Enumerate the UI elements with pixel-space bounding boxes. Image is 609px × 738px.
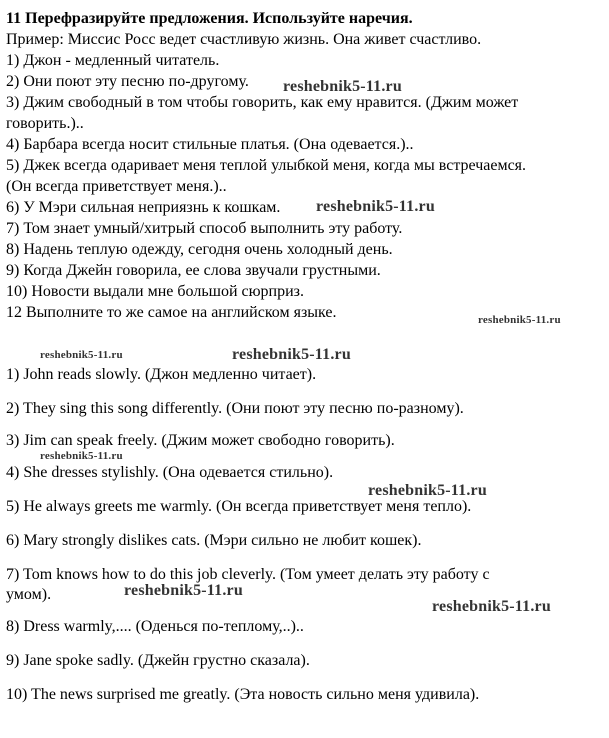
exercise-11-item: 4) Барбара всегда носит стильные платья. (Она одевается.)..	[6, 136, 414, 153]
exercise-11-item: 2) Они поют эту песню по-другому.	[6, 73, 249, 90]
watermark: reshebnik5-11.ru	[283, 78, 402, 95]
exercise-11-item: 10) Новости выдали мне большой сюрприз.	[6, 283, 304, 300]
exercise-12-answer: 2) They sing this song differently. (Они поют эту песню по-разному).	[6, 400, 464, 417]
exercise-12-answer: 10) The news surprised me greatly. (Эта новость сильно меня удивила).	[6, 686, 480, 703]
exercise-11-item: 7) Том знает умный/хитрый способ выполнить эту работу.	[6, 220, 403, 237]
watermark: reshebnik5-11.ru	[478, 314, 561, 326]
watermark: reshebnik5-11.ru	[316, 198, 435, 215]
exercise-12-answer: 9) Jane spoke sadly. (Джейн грустно сказала).	[6, 652, 310, 669]
exercise-12-answer: 6) Mary strongly dislikes cats. (Мэри сильно не любит кошек).	[6, 532, 422, 549]
exercise-12-answer: 8) Dress warmly,.... (Оденься по-теплому,..)..	[6, 618, 304, 635]
exercise-11-item: 5) Джек всегда одаривает меня теплой улыбкой меня, когда мы встречаемся.	[6, 157, 527, 174]
exercise-11-item: 9) Когда Джейн говорила, ее слова звучали грустными.	[6, 262, 381, 279]
watermark: reshebnik5-11.ru	[432, 598, 551, 615]
watermark: reshebnik5-11.ru	[124, 582, 243, 599]
exercise-11-item: 1) Джон - медленный читатель.	[6, 52, 220, 69]
exercise-12-answer: 7) Tom knows how to do this job cleverly. (Том умеет делать эту работу с	[6, 566, 490, 583]
watermark: reshebnik5-11.ru	[40, 349, 123, 361]
exercise-12-answer: 1) John reads slowly. (Джон медленно читает).	[6, 366, 317, 383]
exercise-11-item: 6) У Мэри сильная неприязнь к кошкам.	[6, 199, 281, 216]
watermark: reshebnik5-11.ru	[368, 482, 487, 499]
exercise-12-answer: 4) She dresses stylishly. (Она одевается стильно).	[6, 464, 334, 481]
exercise-11-item: (Он всегда приветствует меня.)..	[6, 178, 227, 195]
exercise-11-title: 11 Перефразируйте предложения. Используйте наречия.	[6, 10, 413, 27]
watermark: reshebnik5-11.ru	[40, 450, 123, 462]
exercise-12-answer: умом).	[6, 586, 52, 603]
exercise-11-item: 3) Джим свободный в том чтобы говорить, как ему нравится. (Джим может	[6, 94, 519, 111]
exercise-11-item: 8) Надень теплую одежду, сегодня очень холодный день.	[6, 241, 393, 258]
exercise-12-answer: 5) He always greets me warmly. (Он всегда приветствует меня тепло).	[6, 498, 472, 515]
exercise-12-answer: 3) Jim can speak freely. (Джим может свободно говорить).	[6, 432, 395, 449]
exercise-11-item: говорить.)..	[6, 115, 84, 132]
exercise-12-title: 12 Выполните то же самое на английском языке.	[6, 304, 337, 321]
exercise-11-example: Пример: Миссис Росс ведет счастливую жизнь. Она живет счастливо.	[6, 31, 482, 48]
watermark: reshebnik5-11.ru	[232, 346, 351, 363]
